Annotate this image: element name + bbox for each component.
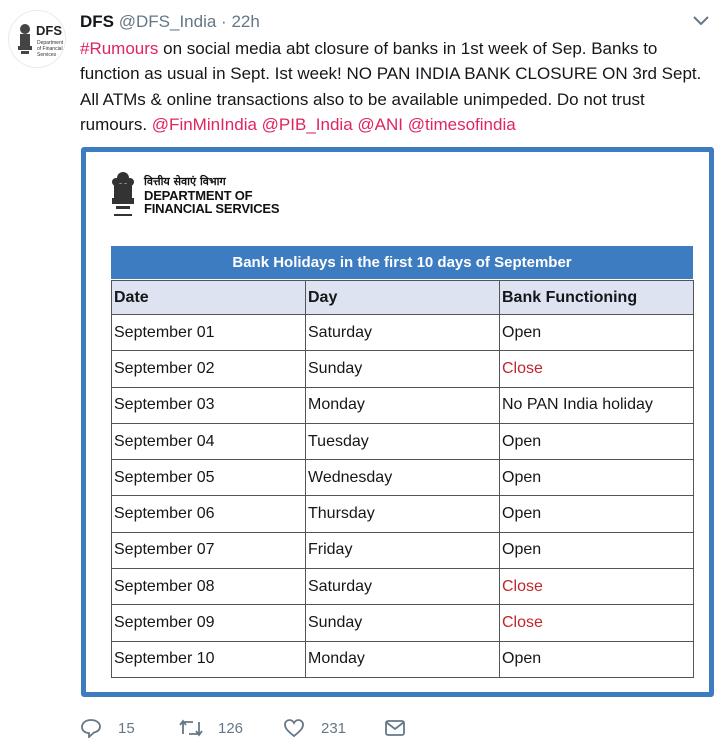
table-header-row bbox=[112, 281, 694, 315]
table-row bbox=[112, 605, 694, 641]
like-button[interactable] bbox=[283, 716, 363, 738]
status-cell: No PAN India holiday bbox=[500, 387, 694, 423]
heart-icon bbox=[283, 718, 305, 738]
date-cell: September 07 bbox=[112, 532, 306, 568]
status-cell: Close bbox=[500, 351, 694, 387]
separator: · bbox=[221, 12, 227, 31]
date-cell: September 04 bbox=[112, 423, 306, 459]
dept-english-name bbox=[144, 189, 279, 215]
tweet-time[interactable]: 22h bbox=[231, 12, 260, 31]
table-row bbox=[112, 315, 694, 351]
day-cell: Wednesday bbox=[306, 460, 500, 496]
chevron-down-icon[interactable] bbox=[692, 14, 710, 28]
status-cell: Open bbox=[500, 315, 694, 351]
table-row bbox=[112, 641, 694, 677]
reply-button[interactable] bbox=[80, 716, 150, 738]
reply-count: 15 bbox=[118, 720, 135, 737]
status-cell: Open bbox=[500, 496, 694, 532]
day-cell: Friday bbox=[306, 532, 500, 568]
table-row bbox=[112, 569, 694, 605]
hashtag-link[interactable]: #Rumours bbox=[80, 39, 159, 58]
status-cell: Open bbox=[500, 423, 694, 459]
reply-icon bbox=[80, 718, 102, 738]
mention-timesofindia[interactable]: @timesofindia bbox=[407, 114, 516, 134]
date-cell: September 08 bbox=[112, 569, 306, 605]
status-cell: Open bbox=[500, 641, 694, 677]
table-row bbox=[112, 460, 694, 496]
envelope-icon bbox=[384, 718, 406, 738]
status-cell: Close bbox=[500, 605, 694, 641]
tweet-text bbox=[80, 36, 710, 137]
tweet-header bbox=[80, 12, 260, 34]
day-cell: Thursday bbox=[306, 496, 500, 532]
status-cell: Close bbox=[500, 569, 694, 605]
direct-message-button[interactable] bbox=[384, 716, 414, 738]
dept-line-1: DEPARTMENT OF bbox=[144, 188, 253, 203]
date-cell: September 02 bbox=[112, 351, 306, 387]
author-handle[interactable]: @DFS_India bbox=[118, 12, 217, 31]
holiday-table bbox=[111, 246, 693, 678]
avatar-text: DFS bbox=[36, 23, 62, 38]
avatar[interactable] bbox=[8, 10, 66, 68]
table-row bbox=[112, 351, 694, 387]
retweet-button[interactable] bbox=[178, 716, 258, 738]
column-header: Bank Functioning bbox=[500, 281, 694, 315]
mention-pib-india[interactable]: @PIB_India bbox=[261, 114, 353, 134]
dept-line-2: FINANCIAL SERVICES bbox=[144, 201, 280, 216]
date-cell: September 01 bbox=[112, 315, 306, 351]
date-cell: September 05 bbox=[112, 460, 306, 496]
date-cell: September 09 bbox=[112, 605, 306, 641]
column-header: Date bbox=[112, 281, 306, 315]
status-cell: Open bbox=[500, 532, 694, 568]
table-row bbox=[112, 496, 694, 532]
tweet-image[interactable] bbox=[81, 147, 714, 697]
date-cell: September 10 bbox=[112, 641, 306, 677]
date-cell: September 03 bbox=[112, 387, 306, 423]
table-title: Bank Holidays in the first 10 days of September bbox=[111, 246, 693, 280]
day-cell: Monday bbox=[306, 387, 500, 423]
national-emblem-icon bbox=[108, 170, 138, 222]
tweet-body: on social media abt closure of banks in 1st week of Sep. Banks to function as usual in Sept. Ist week! NO PAN INDIA BANK CLOSURE ON 3rd Sept. All ATMs & online transactions also to be available unimpeded. Do not trust rumours. bbox=[80, 39, 702, 134]
dept-hindi-name: वित्तीय सेवाएं विभाग bbox=[144, 175, 226, 188]
retweet-icon bbox=[178, 718, 204, 738]
table-row bbox=[112, 387, 694, 423]
mention-ani[interactable]: @ANI bbox=[357, 114, 403, 134]
column-header: Day bbox=[306, 281, 500, 315]
day-cell: Sunday bbox=[306, 351, 500, 387]
avatar-subtext: Department of Financial Services bbox=[37, 40, 64, 58]
day-cell: Tuesday bbox=[306, 423, 500, 459]
mention-finminindia[interactable]: @FinMinIndia bbox=[151, 114, 257, 134]
author-name[interactable]: DFS bbox=[80, 12, 114, 31]
day-cell: Monday bbox=[306, 641, 500, 677]
day-cell: Sunday bbox=[306, 605, 500, 641]
like-count: 231 bbox=[321, 720, 347, 737]
table-row bbox=[112, 423, 694, 459]
day-cell: Saturday bbox=[306, 569, 500, 605]
retweet-count: 126 bbox=[218, 720, 244, 737]
day-cell: Saturday bbox=[306, 315, 500, 351]
table-row bbox=[112, 532, 694, 568]
status-cell: Open bbox=[500, 460, 694, 496]
date-cell: September 06 bbox=[112, 496, 306, 532]
